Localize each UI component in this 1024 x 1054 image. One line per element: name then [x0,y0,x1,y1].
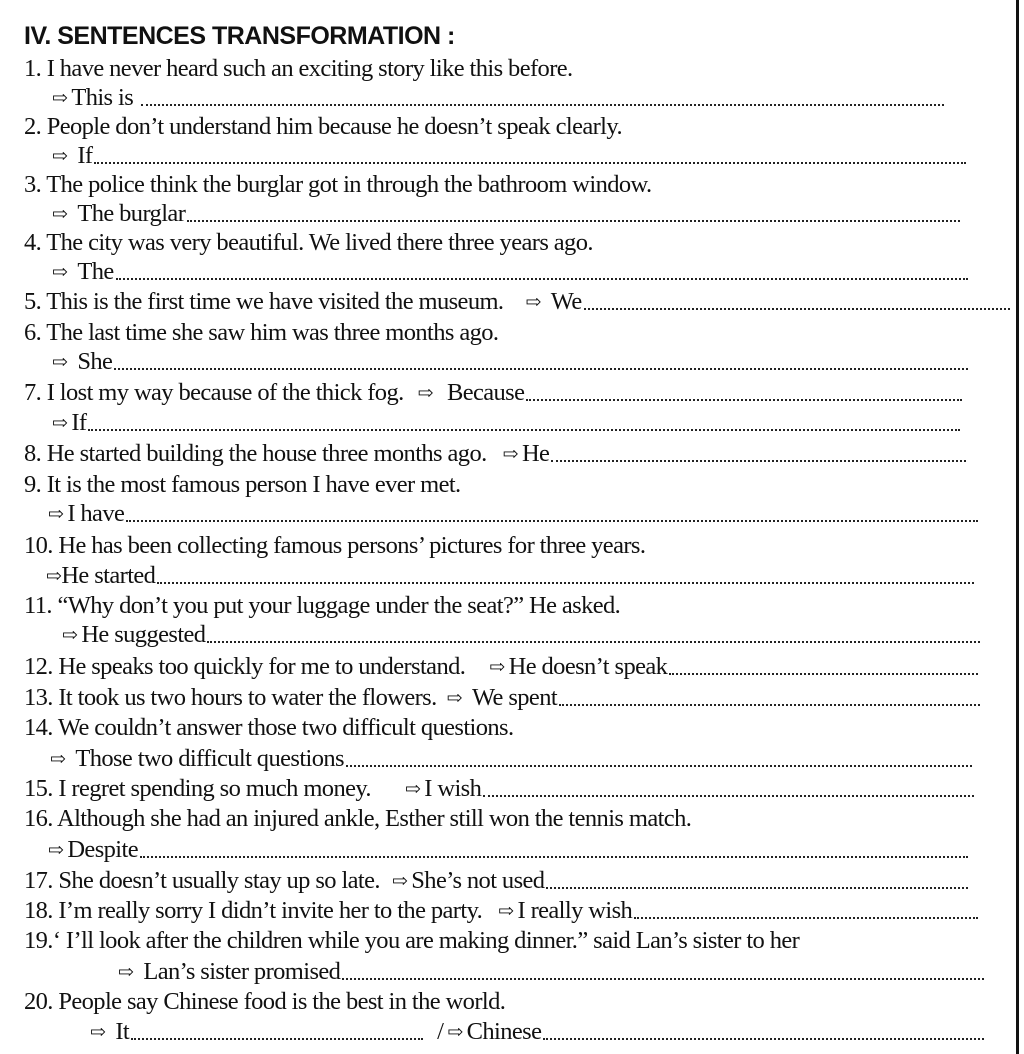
answer-prompt: This is [71,84,134,111]
answer-blank[interactable] [483,795,974,797]
answer-blank[interactable] [88,429,960,431]
answer-prompt: He doesn’t speak [508,653,668,680]
answer-9 [48,499,978,529]
answer-prompt-2: Chinese [466,1018,542,1045]
question-14: 14. We couldn’t answer those two difficult questions. [24,714,514,741]
arrow-icon: ⇨ [498,901,514,922]
arrow-icon: ⇨ [52,262,68,283]
arrow-icon: ⇨ [52,413,68,434]
arrow-icon: ⇨ [52,88,68,109]
arrow-icon: ⇨ [52,204,68,225]
answer-prompt: Despite [67,836,138,863]
answer-prompt: If [71,409,87,436]
question-19: 19.‘ I’ll look after the children while you are making dinner.” said Lan’s sister to her [24,927,800,954]
question-12 [24,652,978,682]
answer-blank[interactable] [131,1038,423,1040]
answer-prompt: It [115,1018,130,1045]
answer-19 [118,957,984,987]
answer-prompt: Because [446,379,525,406]
answer-blank[interactable] [140,856,968,858]
question-15 [24,774,974,804]
question-text: 12. He speaks too quickly for me to understand. [24,653,466,680]
question-5 [24,287,1010,317]
question-11: 11. “Why don’t you put your luggage under the seat?” He asked. [24,592,621,619]
answer-prompt: Those two difficult questions [75,745,344,772]
answer-2 [52,141,966,171]
answer-6 [52,347,968,377]
answer-blank[interactable] [546,887,968,889]
arrow-icon: ⇨ [446,688,462,709]
arrow-icon: ⇨ [502,444,518,465]
answer-blank[interactable] [126,520,978,522]
question-text: 13. It took us two hours to water the flowers. [24,684,437,711]
answer-16 [48,835,968,865]
question-3: 3. The police think the burglar got in through the bathroom window. [24,171,652,198]
answer-blank[interactable] [94,162,966,164]
answer-prompt: He [521,440,550,467]
answer-blank[interactable] [559,704,980,706]
question-18 [24,896,978,926]
answer-prompt: She’s not used [411,867,545,894]
question-7 [24,378,962,408]
question-10: 10. He has been collecting famous persons’ pictures for three years. [24,532,646,559]
answer-prompt: The burglar [77,200,186,227]
arrow-icon: ⇨ [90,1022,106,1043]
answer-prompt: I wish [424,775,482,802]
answer-blank[interactable] [141,104,944,106]
arrow-icon: ⇨ [417,383,433,404]
question-text: 18. I’m really sorry I didn’t invite her to the party. [24,897,483,924]
slash-separator: / [437,1018,444,1045]
answer-prompt: Lan’s sister promised [143,958,341,985]
answer-prompt: He suggested [81,621,206,648]
answer-10 [46,561,974,591]
answer-blank[interactable] [526,399,962,401]
answer-blank[interactable] [346,765,972,767]
question-text: 5. This is the first time we have visited the museum. [24,288,504,315]
answer-11 [62,620,980,650]
question-8 [24,439,966,469]
question-6: 6. The last time she saw him was three months ago. [24,319,499,346]
answer-prompt: The [77,258,114,285]
answer-20 [90,1017,984,1047]
arrow-icon: ⇨ [52,146,68,167]
question-20: 20. People say Chinese food is the best in the world. [24,988,506,1015]
answer-prompt: I really wish [517,897,633,924]
answer-1 [52,83,944,113]
answer-prompt: I have [67,500,125,527]
arrow-icon: ⇨ [447,1022,463,1043]
arrow-icon: ⇨ [391,871,408,892]
question-9: 9. It is the most famous person I have ever met. [24,471,461,498]
arrow-icon: ⇨ [118,962,134,983]
answer-blank[interactable] [584,308,1010,310]
answer-prompt: He started [61,562,156,589]
answer-7b [52,408,960,438]
question-4: 4. The city was very beautiful. We lived there three years ago. [24,229,593,256]
answer-prompt: We spent [471,684,558,711]
arrow-icon: ⇨ [404,779,421,800]
arrow-icon: ⇨ [48,504,64,525]
answer-prompt: We [550,288,582,315]
answer-blank[interactable] [634,917,978,919]
question-text: 17. She doesn’t usually stay up so late. [24,867,380,894]
answer-prompt: If [77,142,93,169]
page-right-border [1016,0,1019,1054]
answer-3 [52,199,960,229]
question-text: 8. He started building the house three months ago. [24,440,487,467]
arrow-icon: ⇨ [46,566,62,587]
arrow-icon: ⇨ [62,625,78,646]
question-17 [24,866,968,896]
answer-14 [50,744,972,774]
arrow-icon: ⇨ [525,292,541,313]
answer-4 [52,257,968,287]
question-text: 15. I regret spending so much money. [24,775,371,802]
answer-blank[interactable] [157,582,974,584]
question-2: 2. People don’t understand him because he doesn’t speak clearly. [24,113,622,140]
answer-blank[interactable] [114,368,968,370]
answer-prompt: She [77,348,113,375]
arrow-icon: ⇨ [50,749,66,770]
answer-blank[interactable] [187,220,960,222]
answer-blank[interactable] [551,460,966,462]
answer-blank[interactable] [116,278,968,280]
question-1: 1. I have never heard such an exciting story like this before. [24,55,573,82]
answer-blank[interactable] [543,1038,984,1040]
question-16: 16. Although she had an injured ankle, Esther still won the tennis match. [24,805,692,832]
answer-blank[interactable] [669,673,978,675]
answer-blank[interactable] [342,978,984,980]
arrow-icon: ⇨ [489,657,505,678]
section-title: IV. SENTENCES TRANSFORMATION : [24,22,455,50]
question-13 [24,683,980,713]
arrow-icon: ⇨ [48,840,64,861]
arrow-icon: ⇨ [52,352,68,373]
answer-blank[interactable] [207,641,980,643]
question-text: 7. I lost my way because of the thick fog. [24,379,404,406]
